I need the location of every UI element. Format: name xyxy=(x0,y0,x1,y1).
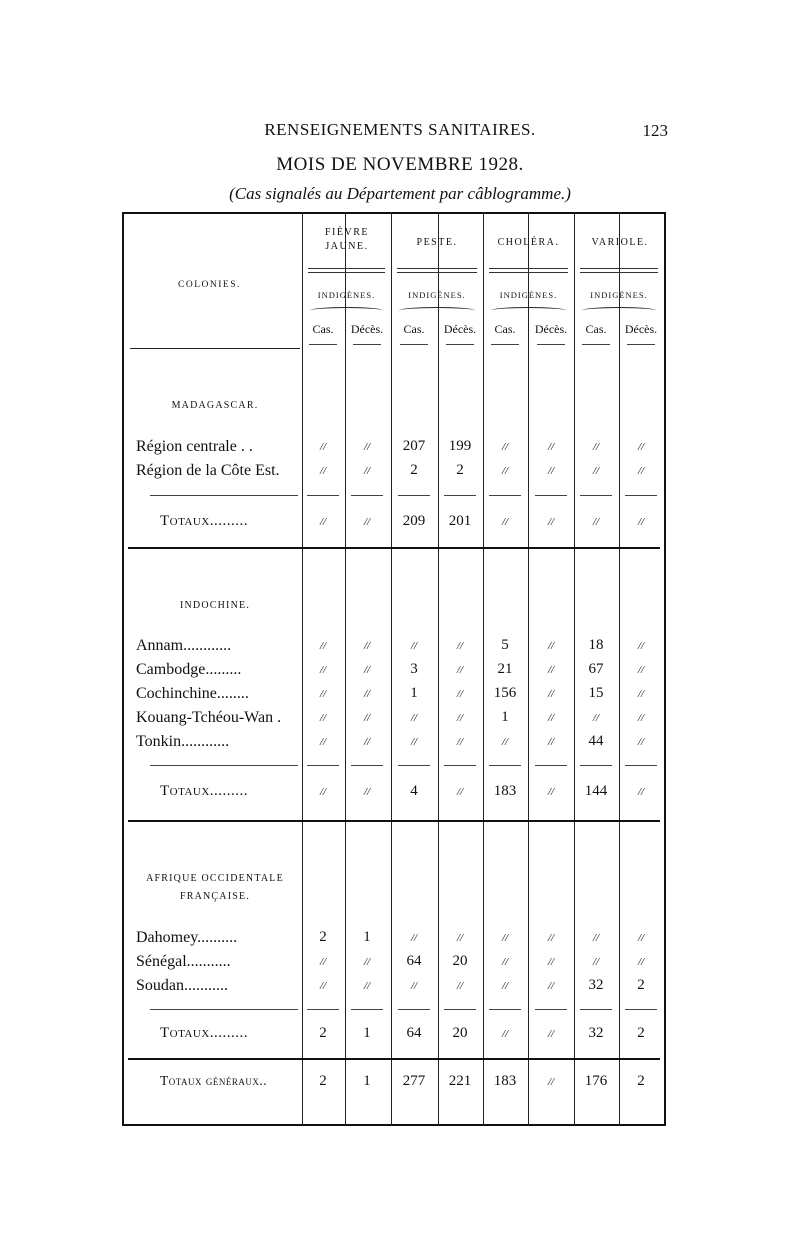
section-title: MADAGASCAR. xyxy=(171,400,259,411)
table-row-cell: // xyxy=(501,441,509,453)
header-rule xyxy=(130,348,300,349)
total-row-cell: 4 xyxy=(410,783,418,799)
table-row-cell: 2 xyxy=(637,977,645,993)
table-row-cell: 1 xyxy=(410,685,418,701)
table-row-cell: // xyxy=(363,441,371,453)
table-row-cell: // xyxy=(319,465,327,477)
deces-column-header: Décès. xyxy=(350,322,384,336)
column-underline xyxy=(627,344,655,345)
table-row-cell: 18 xyxy=(588,637,604,653)
subgroup-header: INDIGÈNES. xyxy=(317,290,376,300)
deces-column-header: Décès. xyxy=(534,322,568,336)
brace-rule xyxy=(582,307,656,314)
table-row-cell: // xyxy=(319,441,327,453)
grand-total-row-cell: 277 xyxy=(402,1073,426,1089)
table-row-cell: // xyxy=(319,664,327,676)
subgroup-header: INDIGÈNES. xyxy=(590,290,648,300)
total-rule xyxy=(535,495,567,496)
total-rule xyxy=(444,1009,476,1010)
table-row-label: Dahomey.......... xyxy=(136,929,238,946)
total-rule xyxy=(307,765,339,766)
table-row-label: Annam............ xyxy=(136,637,232,654)
table-row-cell: // xyxy=(637,712,645,724)
column-underline xyxy=(537,344,565,345)
cas-column-header: Cas. xyxy=(494,322,516,336)
total-row-cell: // xyxy=(547,786,555,798)
total-row-cell: // xyxy=(319,786,327,798)
colonies-header: COLONIES. xyxy=(178,280,241,290)
table-row-label: Région centrale . . xyxy=(136,438,253,455)
total-row-cell: // xyxy=(363,516,371,528)
deces-column-header: Décès. xyxy=(624,322,658,336)
grand-total-label: Totaux généraux.. xyxy=(160,1073,268,1088)
column-underline xyxy=(400,344,428,345)
grand-total-row-cell: 221 xyxy=(448,1073,472,1089)
grand-total-row-cell: 1 xyxy=(363,1073,371,1089)
total-row-cell: 2 xyxy=(319,1025,327,1041)
table-row-cell: // xyxy=(456,640,464,652)
total-rule xyxy=(398,1009,430,1010)
total-rule xyxy=(535,1009,567,1010)
total-row-cell: 183 xyxy=(493,783,517,799)
table-row-cell: // xyxy=(363,956,371,968)
group-header: VARIOLE. xyxy=(591,237,649,248)
total-row-cell: 32 xyxy=(588,1025,604,1041)
table-row-cell: // xyxy=(363,688,371,700)
table-row-cell: // xyxy=(547,441,555,453)
total-rule xyxy=(150,495,298,496)
column-underline xyxy=(309,344,337,345)
total-rule xyxy=(444,495,476,496)
table-row-cell: 2 xyxy=(456,462,464,478)
column-underline xyxy=(582,344,610,345)
double-rule xyxy=(580,268,658,273)
table-row-cell: // xyxy=(456,664,464,676)
total-row-cell: // xyxy=(319,516,327,528)
table-row-cell: // xyxy=(592,932,600,944)
table-row-cell: 156 xyxy=(493,685,517,701)
table-row-label: Tonkin............ xyxy=(136,733,230,750)
table-row-cell: // xyxy=(637,736,645,748)
table-row-cell: // xyxy=(363,465,371,477)
table-row-cell: 15 xyxy=(588,685,604,701)
subgroup-header: INDIGÈNES. xyxy=(408,290,466,300)
table-row-cell: // xyxy=(637,664,645,676)
table-row-label: Cochinchine........ xyxy=(136,685,249,702)
total-rule xyxy=(625,765,657,766)
total-row-cell: 144 xyxy=(584,783,608,799)
table-row-cell: 5 xyxy=(501,637,509,653)
total-rule xyxy=(307,495,339,496)
table-row-cell: // xyxy=(637,932,645,944)
table-row-cell: // xyxy=(319,980,327,992)
table-row-cell: // xyxy=(547,956,555,968)
group-header: FIÈVRE JAUNE. xyxy=(325,227,369,252)
table-row-cell: // xyxy=(592,465,600,477)
table-row-cell: 44 xyxy=(588,733,604,749)
total-row-cell: // xyxy=(547,1028,555,1040)
grand-total-row-cell: 2 xyxy=(319,1073,327,1089)
section-title: AFRIQUE OCCIDENTALE FRANÇAISE. xyxy=(146,873,284,902)
table-row-cell: // xyxy=(363,712,371,724)
total-row-cell: // xyxy=(501,516,509,528)
section-rule xyxy=(128,547,660,549)
total-row-label: Totaux......... xyxy=(160,513,249,529)
total-rule xyxy=(580,1009,612,1010)
double-rule xyxy=(397,268,477,273)
table-row-cell: 64 xyxy=(406,953,422,969)
table-row-cell: // xyxy=(637,688,645,700)
table-row-cell: // xyxy=(547,465,555,477)
total-row-cell: 1 xyxy=(363,1025,371,1041)
table-row-cell: // xyxy=(501,736,509,748)
total-rule xyxy=(351,495,383,496)
total-row-cell: // xyxy=(456,786,464,798)
table-row-cell: // xyxy=(501,465,509,477)
total-row-cell: // xyxy=(637,516,645,528)
total-row-cell: 64 xyxy=(406,1025,422,1041)
table-row-cell: // xyxy=(456,932,464,944)
total-row-cell: 209 xyxy=(402,513,426,529)
table-row-cell: // xyxy=(637,956,645,968)
total-row-cell: // xyxy=(363,786,371,798)
table-row-cell: // xyxy=(410,736,418,748)
table-row-cell: // xyxy=(547,664,555,676)
total-rule xyxy=(535,765,567,766)
table-row-cell: // xyxy=(319,688,327,700)
total-rule xyxy=(625,495,657,496)
table-row-cell: // xyxy=(410,980,418,992)
total-rule xyxy=(580,765,612,766)
total-row-cell: // xyxy=(501,1028,509,1040)
total-row-cell: 2 xyxy=(637,1025,645,1041)
table-row-cell: 21 xyxy=(497,661,513,677)
cas-column-header: Cas. xyxy=(585,322,607,336)
section-rule xyxy=(128,820,660,822)
table-row-cell: // xyxy=(547,932,555,944)
table-row-cell: // xyxy=(501,980,509,992)
total-rule xyxy=(150,1009,298,1010)
total-row-cell: 20 xyxy=(452,1025,468,1041)
total-row-cell: // xyxy=(637,786,645,798)
double-rule xyxy=(308,268,385,273)
total-rule xyxy=(307,1009,339,1010)
table-row-cell: // xyxy=(547,688,555,700)
table-row-cell: // xyxy=(592,956,600,968)
section-rule xyxy=(128,1058,660,1060)
column-rule xyxy=(528,212,529,1126)
group-header: CHOLÉRA. xyxy=(497,237,560,248)
total-rule xyxy=(489,495,521,496)
table-row-cell: // xyxy=(319,640,327,652)
total-rule xyxy=(489,1009,521,1010)
table-row-cell: // xyxy=(410,932,418,944)
table-row-cell: 1 xyxy=(501,709,509,725)
table-row-cell: // xyxy=(501,932,509,944)
table-row-cell: // xyxy=(410,712,418,724)
table-row-label: Sénégal........... xyxy=(136,953,231,970)
grand-total-row-cell: 183 xyxy=(493,1073,517,1089)
table-row-cell: // xyxy=(363,736,371,748)
table-row-cell: 32 xyxy=(588,977,604,993)
table-row-cell: // xyxy=(637,640,645,652)
total-rule xyxy=(444,765,476,766)
page-title: MOIS DE NOVEMBRE 1928. xyxy=(276,154,524,175)
table-row-cell: // xyxy=(363,664,371,676)
total-row-label: Totaux......... xyxy=(160,783,249,799)
table-row-cell: // xyxy=(592,712,600,724)
brace-rule xyxy=(491,307,566,314)
total-rule xyxy=(150,765,298,766)
table-row-cell: // xyxy=(319,712,327,724)
table-row-cell: // xyxy=(410,640,418,652)
total-rule xyxy=(625,1009,657,1010)
grand-total-row-cell: 2 xyxy=(637,1073,645,1089)
total-rule xyxy=(351,1009,383,1010)
table-row-cell: // xyxy=(547,736,555,748)
total-rule xyxy=(398,495,430,496)
table-row-cell: // xyxy=(501,956,509,968)
total-row-label: Totaux......... xyxy=(160,1025,249,1041)
page-number: 123 xyxy=(642,121,668,140)
column-rule xyxy=(391,212,392,1126)
table-row-cell: 199 xyxy=(448,438,472,454)
double-rule xyxy=(489,268,568,273)
table-row-cell: 20 xyxy=(452,953,468,969)
total-row-cell: // xyxy=(592,516,600,528)
table-row-label: Cambodge......... xyxy=(136,661,242,678)
column-underline xyxy=(491,344,519,345)
brace-rule xyxy=(399,307,475,314)
table-row-cell: 207 xyxy=(402,438,426,454)
table-row-cell: // xyxy=(319,956,327,968)
brace-rule xyxy=(310,307,383,314)
group-header: PESTE. xyxy=(416,237,458,248)
page-subtitle: (Cas signalés au Département par câblogramme.) xyxy=(229,184,571,203)
section-title: INDOCHINE. xyxy=(179,600,251,611)
total-row-cell: // xyxy=(547,516,555,528)
cas-column-header: Cas. xyxy=(403,322,425,336)
table-row-cell: // xyxy=(363,980,371,992)
table-row-cell: // xyxy=(456,712,464,724)
table-row-cell: // xyxy=(637,465,645,477)
total-rule xyxy=(580,495,612,496)
table-row-cell: // xyxy=(547,980,555,992)
table-row-cell: // xyxy=(363,640,371,652)
table-row-label: Région de la Côte Est. xyxy=(136,462,280,479)
table-row-cell: // xyxy=(456,688,464,700)
total-rule xyxy=(351,765,383,766)
grand-total-row-cell: 176 xyxy=(584,1073,608,1089)
running-title: RENSEIGNEMENTS SANITAIRES. xyxy=(264,120,536,139)
table-row-cell: // xyxy=(637,441,645,453)
table-row-cell: // xyxy=(547,640,555,652)
total-row-cell: 201 xyxy=(448,513,472,529)
total-rule xyxy=(398,765,430,766)
deces-column-header: Décès. xyxy=(443,322,477,336)
column-underline xyxy=(446,344,474,345)
table-row-cell: 2 xyxy=(410,462,418,478)
table-row-label: Kouang-Tchéou-Wan . xyxy=(136,709,282,726)
table-row-cell: 3 xyxy=(410,661,418,677)
table-row-label: Soudan........... xyxy=(136,977,228,994)
cas-column-header: Cas. xyxy=(312,322,334,336)
total-rule xyxy=(489,765,521,766)
table-row-cell: // xyxy=(319,736,327,748)
subgroup-header: INDIGÈNES. xyxy=(499,290,558,300)
grand-total-row-cell: // xyxy=(547,1076,555,1088)
table-row-cell: // xyxy=(456,736,464,748)
table-row-cell: // xyxy=(592,441,600,453)
table-row-cell: 67 xyxy=(588,661,604,677)
table-row-cell: // xyxy=(547,712,555,724)
table-row-cell: 1 xyxy=(363,929,371,945)
table-row-cell: // xyxy=(456,980,464,992)
column-underline xyxy=(353,344,381,345)
table-row-cell: 2 xyxy=(319,929,327,945)
